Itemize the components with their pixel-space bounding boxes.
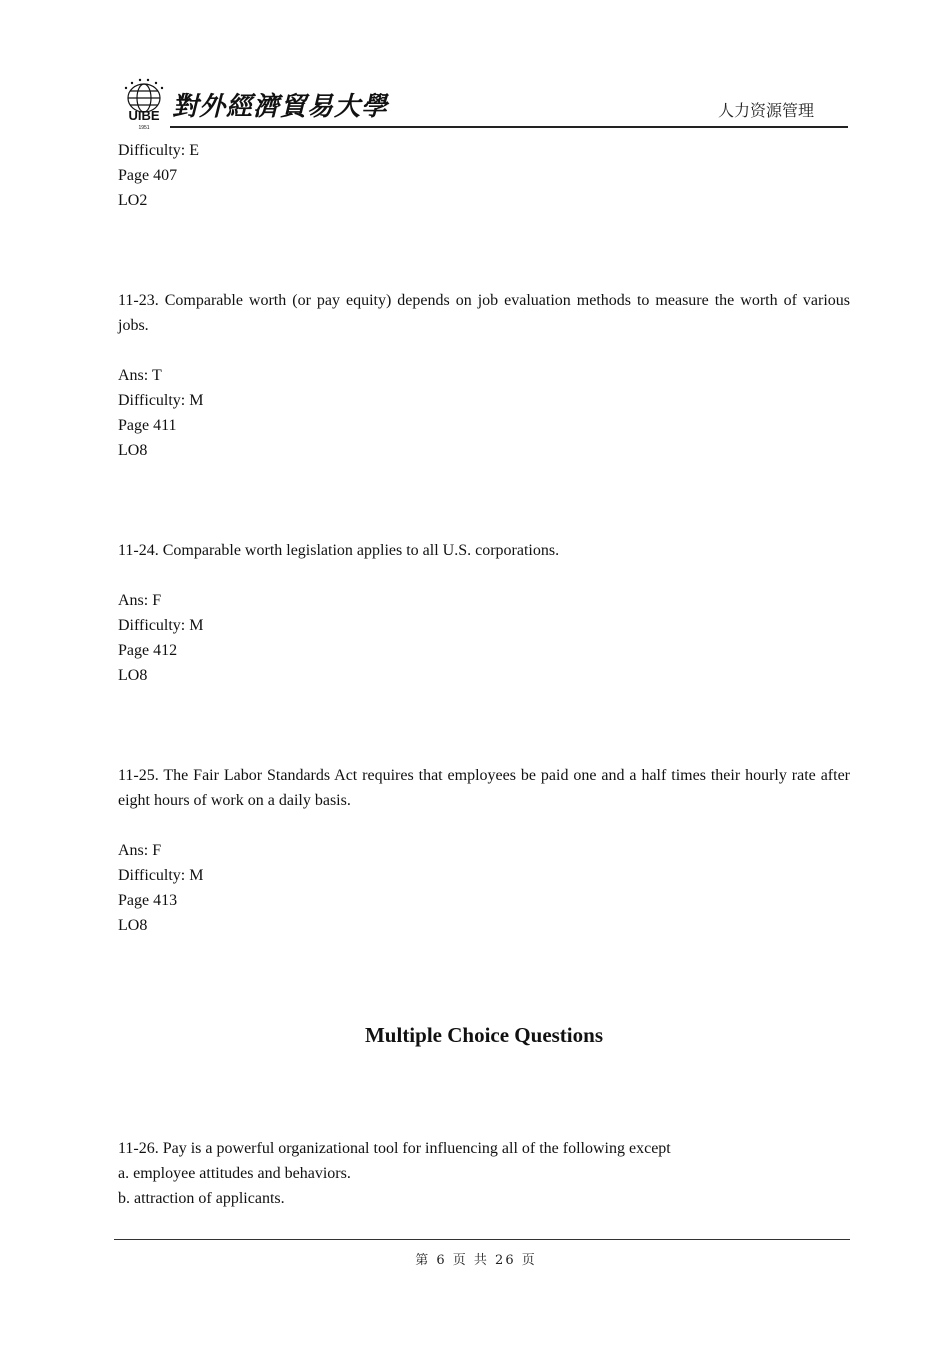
answer-line: Ans: F [118, 592, 162, 609]
question-11-25 [118, 763, 850, 938]
learning-objective-line: LO8 [118, 442, 148, 459]
university-name-logo: 對外經濟貿易大學 [172, 92, 389, 122]
difficulty-line: Difficulty: E [118, 142, 200, 159]
page-ref-line: Page 407 [118, 167, 178, 184]
question-text: 11-25. The Fair Labor Standards Act requires that employees be paid one and a half times their hourly rate after eight hours of work on a daily basis. [118, 767, 850, 809]
answer-line: Ans: T [118, 367, 162, 384]
university-seal-logo [116, 78, 172, 130]
page-ref-line: Page 411 [118, 417, 177, 434]
header-divider [170, 126, 848, 128]
question-11-23 [118, 288, 850, 463]
logo-seal-text: UIBE [128, 108, 160, 123]
difficulty-line: Difficulty: M [118, 392, 204, 409]
header-department: 人力资源管理 [717, 101, 814, 120]
logo-year: 1951 [138, 125, 150, 130]
difficulty-line: Difficulty: M [118, 867, 204, 884]
document-body [118, 138, 850, 1211]
question-11-26 [118, 1136, 850, 1211]
page-header [112, 74, 848, 130]
learning-objective-line: LO8 [118, 667, 148, 684]
learning-objective-line: LO2 [118, 192, 148, 209]
question-text: 11-24. Comparable worth legislation applies to all U.S. corporations. [118, 542, 560, 559]
learning-objective-line: LO8 [118, 917, 148, 934]
page-number: 第 6 页 共 26 页 [415, 1253, 537, 1268]
answer-line: Ans: F [118, 842, 162, 859]
question-text: 11-26. Pay is a powerful organizational tool for influencing all of the following except [118, 1140, 671, 1157]
footer-divider [114, 1239, 850, 1240]
option-a: a. employee attitudes and behaviors. [118, 1165, 351, 1182]
answer-block-11-22 [118, 138, 850, 213]
page-ref-line: Page 412 [118, 642, 178, 659]
page-ref-line: Page 413 [118, 892, 178, 909]
difficulty-line: Difficulty: M [118, 617, 204, 634]
question-text: 11-23. Comparable worth (or pay equity) depends on job evaluation methods to measure the worth of various jobs. [118, 292, 850, 334]
section-title: Multiple Choice Questions [364, 1023, 603, 1047]
question-11-24 [118, 538, 850, 688]
option-b: b. attraction of applicants. [118, 1190, 285, 1207]
